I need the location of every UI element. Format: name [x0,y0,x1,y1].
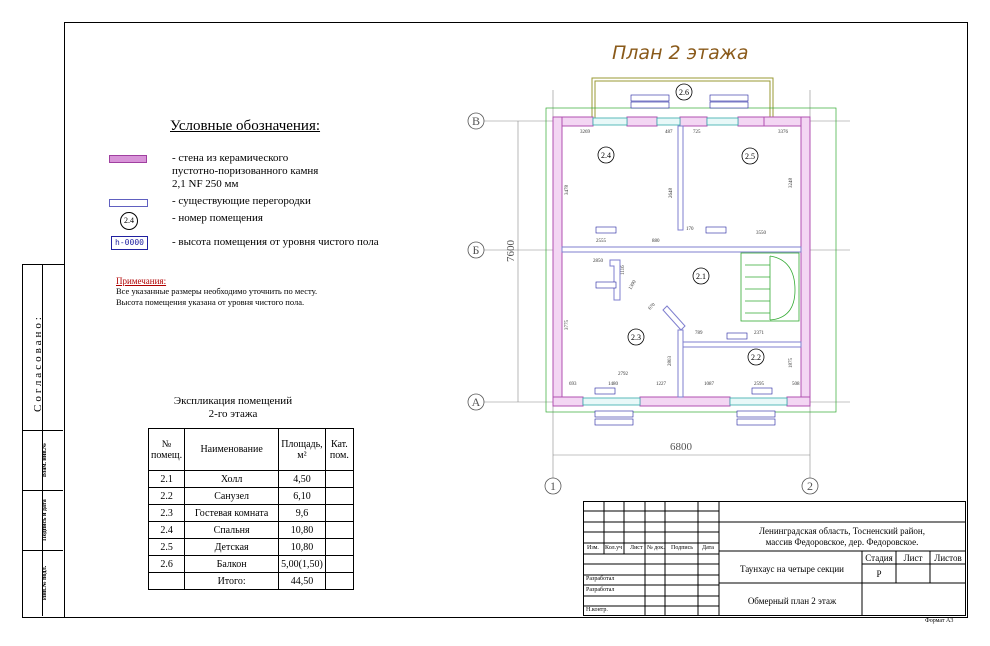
signature-date-label: Подпись и дата [42,499,48,541]
dim-bottom-5: 2595 [754,382,764,387]
notes-line-1: Все указанные размеры необходимо уточнить по месту. [116,286,318,296]
tb-header-izm: Изм. [587,545,599,551]
tb-project: Таунхаус на четыре секции [739,564,845,574]
axis-label-1: 1 [550,479,556,493]
legend-wall-text: - стена из керамического пустотно-поризованного камня 2,1 NF 250 мм [172,152,319,190]
tb-header-doc: № док. [647,545,665,551]
notes-line-2: Высота помещения указана от уровня чистого пола. [116,297,305,307]
staircase [741,253,799,321]
dim-bottom-3: 1227 [656,382,666,387]
table-cell [325,471,353,488]
header-area: Площадь, м² [279,429,326,471]
tb-sheet-title: Обмерный план 2 этаж [747,596,837,606]
table-cell: 4,50 [279,471,326,488]
explication-title-1: Экспликация помещений [173,395,293,407]
table-cell [325,539,353,556]
tb-header-sign: Подпись [671,545,694,551]
table-cell [325,505,353,522]
legend-room-number-text: - номер помещения [172,212,263,224]
table-cell [325,556,353,573]
dim-left-1: 3478 [565,185,570,195]
table-cell: Холл [185,471,279,488]
room-label-2.6: 2.6 [679,88,689,97]
dim-bottom-4: 1087 [704,382,714,387]
plan-title: План 2 этажа [612,42,749,64]
tb-row-developed-1: Разработал [586,576,615,582]
room-number-marker-icon [120,212,138,230]
table-cell: 2.2 [149,488,185,505]
total-value: 44,50 [279,573,326,590]
dim-mid-left-2: 880 [652,239,660,244]
tb-stage-label: Стадия [865,553,893,563]
dim-bottom-2: 1480 [608,382,618,387]
tb-stage-value: Р [876,569,882,579]
legend-partition-text: - существующие перегородки [172,195,311,207]
dim-inner-7: 2792 [618,372,628,377]
tb-sheet-label: Лист [903,553,923,563]
table-cell: 5,00(1,50) [279,556,326,573]
tb-header-date: Дата [702,545,714,551]
table-cell: 2.4 [149,522,185,539]
dim-bottom-6: 508 [792,382,800,387]
table-cell: 10,80 [279,522,326,539]
overall-height-dim: 7600 [505,240,517,262]
room-label-2.4: 2.4 [601,151,611,160]
tb-format: Формат А3 [925,618,954,624]
room-number-marker-value: 2.4 [124,216,134,225]
dim-inner-1: 2850 [593,259,603,264]
table-cell: 2.6 [149,556,185,573]
approval-label: Согласовано: [32,314,44,412]
dim-inner-6: 2371 [754,331,764,336]
dim-top-4: 3376 [778,130,788,135]
tb-header-kol: Кол.уч [605,545,623,551]
total-label: Итого: [185,573,279,590]
explication-table [148,428,354,590]
table-cell [325,573,353,590]
table-cell: 2.5 [149,539,185,556]
dim-right-2: 1875 [789,358,794,368]
table-cell: Балкон [185,556,279,573]
axis-label-2: 2 [807,479,813,493]
tb-row-developed-2: Разработал [586,587,615,593]
legend-height-text: - высота помещения от уровня чистого пола [172,236,379,248]
table-cell: 2.1 [149,471,185,488]
room-label-2.3: 2.3 [631,333,641,342]
dim-inner-5: 789 [695,331,703,336]
brick-wall-swatch [109,155,147,163]
tb-row-norm-control: Н.контр. [586,607,608,613]
dim-right-1: 3248 [789,178,794,188]
dim-top-3: 725 [693,130,701,135]
axis-label-a: А [471,395,481,409]
notes-title: Примечания: [116,276,167,286]
dim-inner-2: 1116 [621,265,626,275]
tb-address: Ленинградская область, Тосненский район, массив Федоровское, дер. Федоровское. [758,526,926,547]
dim-inner-9: 2648 [669,188,674,198]
header-name: Наименование [185,429,279,471]
dim-inner-3: 1390 [628,279,638,291]
room-label-2.2: 2.2 [751,353,761,362]
header-number: № помещ. [149,429,185,471]
table-cell: Детская [185,539,279,556]
dim-mid-right-1: 170 [686,227,694,232]
original-inventory-label: Инв.№ подл. [42,565,48,601]
table-cell [325,488,353,505]
table-cell: 10,80 [279,539,326,556]
table-cell: Спальня [185,522,279,539]
dim-bottom-1: 693 [569,382,577,387]
dim-left-2: 3775 [565,320,570,330]
overall-width-dim: 6800 [670,441,692,453]
table-cell [325,522,353,539]
approval-row-divider-3 [22,550,63,551]
tb-header-list: Лист [630,545,643,551]
dim-mid-left-1: 2555 [596,239,606,244]
dim-top-1: 3269 [580,130,590,135]
table-cell: 9,6 [279,505,326,522]
table-cell: Санузел [185,488,279,505]
dim-inner-8: 2803 [668,356,673,366]
axis-label-v: В [471,114,481,128]
table-cell: Гостевая комната [185,505,279,522]
room-label-2.5: 2.5 [745,152,755,161]
table-cell: 2.3 [149,505,185,522]
header-category: Кат. пом. [325,429,353,471]
table-cell [149,573,185,590]
legend-title: Условные обозначения: [170,118,321,134]
axis-row-markers [468,113,818,494]
floor-plan [460,68,860,498]
dim-mid-right-2: 3550 [756,231,766,236]
dim-inner-4: 670 [647,302,657,312]
tb-sheets-label: Листов [934,553,962,563]
height-marker-icon [111,236,148,250]
partition-swatch [109,199,148,207]
replacement-inventory-label: Взам. инв.№ [42,442,48,478]
height-marker-value: h-0000 [115,238,144,247]
room-label-2.1: 2.1 [696,272,706,281]
axis-label-b: Б [472,243,480,257]
table-cell: 6,10 [279,488,326,505]
dim-top-2: 487 [665,130,673,135]
explication-title-2: 2-го этажа [208,408,258,420]
